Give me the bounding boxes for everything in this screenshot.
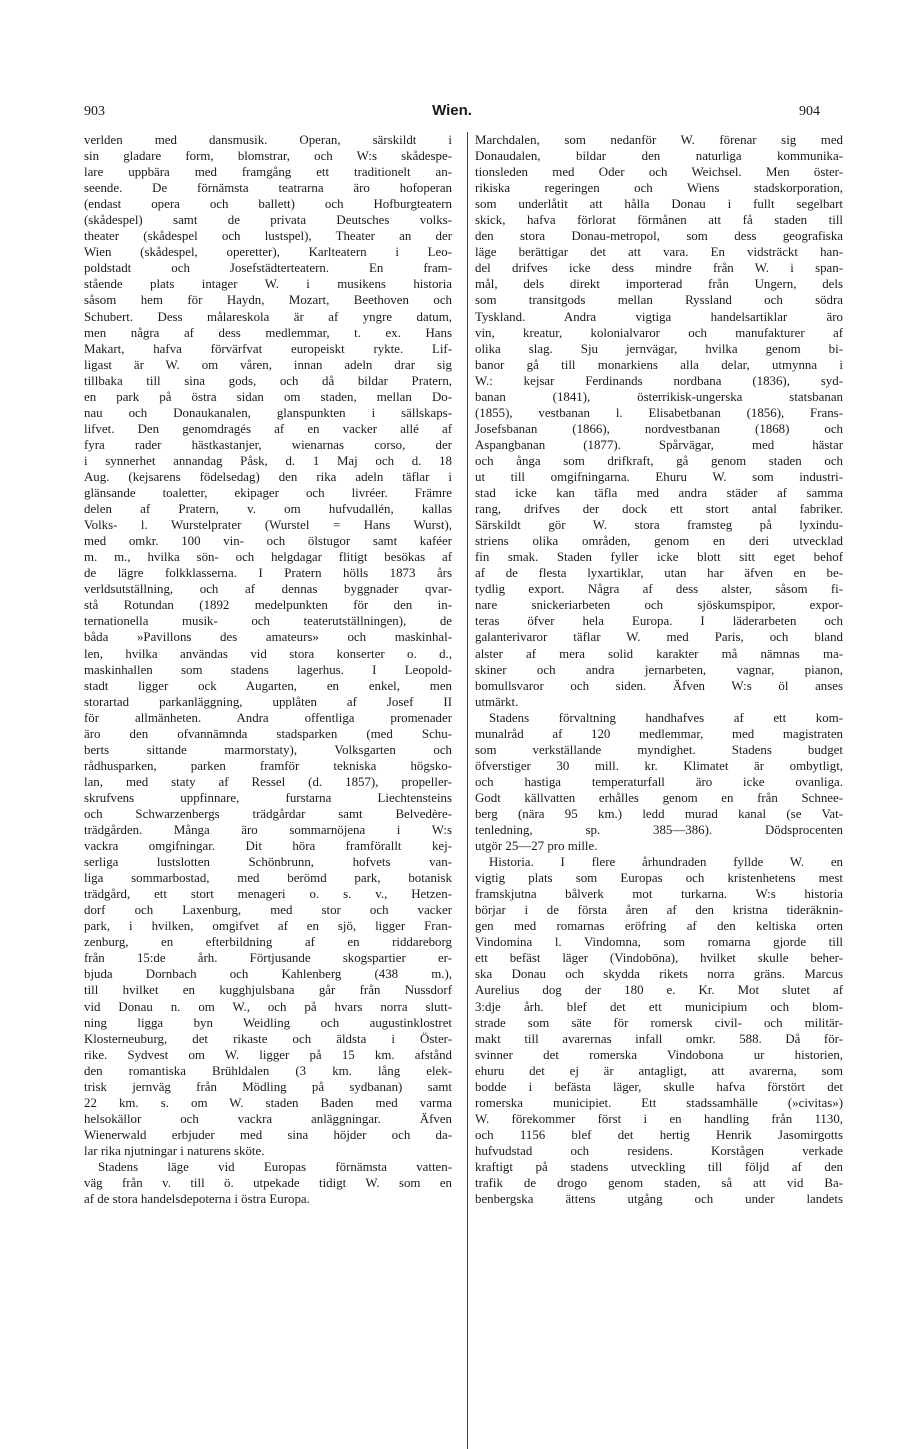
text-line: för allmänheten. Andra offentliga promenader	[84, 710, 452, 725]
text-line: lare uppbära med framgång ett traditionelt an-	[84, 165, 452, 180]
text-line: (endast opera och ballett) och Hofburgteatern	[84, 197, 452, 212]
text-line: maskinhallen som stadens lagerhus. I Leopold-	[84, 662, 452, 677]
text-line: båda »Pavillons des amateurs» och maskinhal-	[84, 630, 452, 645]
text-line: ut till omgifningarna. Ehuru W. som industri-	[475, 469, 843, 484]
text-line: olika slag. Sju jernvägar, hvilka genom bi-	[475, 341, 843, 356]
right-column	[475, 132, 843, 1207]
text-line: äro den ofvannämnda stadsparken (med Schu-	[84, 726, 452, 741]
left-page-number: 903	[84, 104, 105, 119]
text-line: med omkr. 100 vin- och ölstugor samt kaféer	[84, 534, 452, 549]
text-line: och 1156 blef det hertig Henrik Jasomirgotts	[475, 1127, 843, 1142]
text-line: som transitgods mellan Ryssland och södra	[475, 293, 843, 308]
text-line: trisk jernväg från Mödling på sydbanan) samt	[84, 1079, 452, 1094]
column-divider	[467, 132, 468, 1449]
text-line: och ånga som drifkraft, gå genom staden och	[475, 453, 843, 468]
text-line: zenburg, en efterbildning af en riddareborg	[84, 935, 452, 950]
text-line: lan, med staty af Ressel (d. 1857), propeller-	[84, 774, 452, 789]
text-line: romerska municipiet. Ett stadssamhälle (»civitas»)	[475, 1095, 843, 1110]
text-line: banan (1841), österrikisk-ungerska statsbanan	[475, 389, 843, 404]
text-line: vid Donau n. om W., och på hvars norra slutt-	[84, 999, 452, 1014]
text-line: lar rika njutningar i naturens sköte.	[84, 1143, 265, 1158]
text-line: delen af Pratern, v. om hufvudallén, kallas	[84, 502, 452, 517]
text-line: men några af dess medlemmar, t. ex. Hans	[84, 325, 452, 340]
text-line: len, hvilka användas vid stora konserter o. d.,	[84, 646, 452, 661]
text-line: af de flesta lyxartiklar, utan har äfven en be-	[475, 566, 843, 581]
text-line: tionsleden med Oder och Weichsel. Men öster-	[475, 165, 843, 180]
text-line: den romantiska Brühldalen (3 km. lång elek-	[84, 1063, 452, 1078]
text-line: såsom hem för Haydn, Mozart, Beethoven och	[84, 293, 452, 308]
text-line: theater (skådespel och lustspel), Theater an der	[84, 229, 452, 244]
page-header	[84, 104, 820, 124]
text-line: Makart, hafva förvärfvat europeiskt rykte. Lif-	[84, 341, 452, 356]
text-line: hufvudstad och residens. Korstågen verkade	[475, 1143, 843, 1158]
text-line: 3:dje årh. blef det ett municipium och blom-	[475, 999, 843, 1014]
text-line: Godt källvatten erhålles genom en från Schnee-	[475, 790, 843, 805]
text-line: trafik de drogo genom staden, så att vid Ba-	[475, 1176, 843, 1191]
text-line: stå Rotundan (1892 medelpunkten för den in-	[84, 598, 452, 613]
text-line: väg från v. till ö. utpekade tidigt W. som en	[84, 1176, 452, 1191]
text-line: stadt ligger ock Augarten, en enkel, men	[84, 678, 452, 693]
text-line: del drifves icke dess mindre från W. i span-	[475, 261, 843, 276]
text-line: verlden med dansmusik. Operan, särskildt i	[84, 133, 452, 147]
right-page-number: 904	[799, 104, 820, 119]
text-line: i synnerhet annandag Påsk, d. 1 Maj och d. 18	[84, 453, 452, 468]
text-line: ligast är W. om våren, innan adeln drar sig	[84, 357, 452, 372]
text-line: seende. De förnämsta teatrarna äro hofoperan	[84, 181, 452, 196]
text-line: ternationella musik- och teaterutställningen), de	[84, 614, 452, 629]
text-line: alster af mera solid karakter må nämnas ma-	[475, 646, 843, 661]
text-line: stad icke kan täfla med andra städer af samma	[475, 486, 843, 501]
text-line: fyra rader hästkastanjer, wienarnas corso, der	[84, 437, 452, 452]
text-line: som verkställande myndighet. Stadens budget	[475, 742, 843, 757]
text-line: Stadens förvaltning handhafves af ett kom-	[489, 710, 843, 725]
text-line: fin smak. Staden fyller icke blott sitt eget behof	[475, 550, 843, 565]
text-line: Aurelius dog der 180 e. Kr. Mot slutet af	[475, 983, 843, 998]
text-line: serliga lustslotten Schönbrunn, hofvets van-	[84, 855, 452, 870]
text-line: verldsutställning, och af dennas byggnader qvar-	[84, 582, 452, 597]
text-line: striens olika områden, genom en deri utvecklad	[475, 534, 843, 549]
text-line: galanterivaror täflar W. med Paris, och bland	[475, 630, 843, 645]
text-line: kraftigt på stadens utveckling till följd af den	[475, 1160, 843, 1174]
text-line: berts sittande marmorstaty), Volksgarten och	[84, 742, 452, 757]
text-line: (1855), vestbanan l. Elisabetbanan (1856), Frans-	[475, 405, 843, 420]
text-line: från 15:de årh. Förtjusande skogspartier er-	[84, 951, 452, 966]
text-line: ett befäst läger (Vindobōna), hvilket skulle beher-	[475, 951, 843, 966]
text-line: Särskildt gör W. stora framsteg på lyxindu-	[475, 518, 843, 533]
text-line: utgör 25—27 pro mille.	[475, 839, 598, 854]
text-line: Vindomina l. Vindomna, som romarna gjorde till	[475, 935, 843, 950]
text-line: m. m., hvilka sön- och helgdagar flitigt besökas af	[84, 550, 452, 565]
text-line: ehuru det ej är antagligt, att avarerna, som	[475, 1063, 843, 1078]
text-line: vigtig plats som Europas och kristenhetens mest	[475, 871, 843, 886]
text-line: storartad parkanläggning, upplåten af Josef II	[84, 694, 452, 709]
text-line: Volks- l. Wurstelprater (Wurstel = Hans Wurst),	[84, 518, 452, 533]
text-line: glänsande toaletter, ekipager och livréer. Främre	[84, 486, 452, 501]
text-line: benbergska ättens utgång och under landets	[475, 1192, 843, 1207]
text-line: framskjutna bålverk mot turkarna. W:s historia	[475, 887, 843, 902]
text-line: gen med romarnas eröfring af den keltiska orten	[475, 919, 843, 934]
text-line: vin, kreatur, kolonialvaror och manufakturer af	[475, 325, 843, 340]
text-line: skiner och andra jernarbeten, vagnar, pianon,	[475, 662, 843, 677]
text-line: Stadens läge vid Europas förnämsta vatten-	[98, 1160, 452, 1174]
text-line: och hastiga temperaturfall äro icke ovanliga.	[475, 774, 843, 789]
text-line: tydlig export. Några af dess alster, såsom fi-	[475, 582, 843, 597]
text-line: tillbaka till sina gods, och då bildar Pratern,	[84, 373, 452, 388]
text-line: munalråd af 120 medlemmar, med magistraten	[475, 726, 843, 741]
text-line: sin gladare form, blomstrar, och W:s skådespe-	[84, 149, 452, 164]
text-line: Schubert. Dess målareskola är af yngre datum,	[84, 309, 452, 324]
text-line: (skådespel) samt de privata Deutsches volks-	[84, 213, 452, 228]
text-line: öfverstiger 30 mill. kr. Klimatet är ombytligt,	[475, 758, 843, 773]
text-line: banor gå till monarkiens alla delar, utmynna i	[475, 357, 843, 372]
text-line: trädgården. Många äro sommarnöjena i W:s	[84, 823, 452, 838]
text-line: Wienerwald erbjuder med sina höjder och da-	[84, 1127, 452, 1142]
text-line: af de stora handelsdepoterna i östra Europa.	[84, 1192, 310, 1207]
text-line: tenledning, sp. 385—386). Dödsprocenten	[475, 823, 843, 838]
text-line: börjar i de första åren af den kristna tideräknin-	[475, 903, 843, 918]
text-line: rikiska regeringen och Wiens stadskorporation,	[475, 181, 843, 196]
text-line: stående plats intager W. i musikens historia	[84, 277, 452, 292]
text-line: de lägre folkklasserna. I Pratern hölls 1873 års	[84, 566, 452, 581]
text-line: park, i hvilken, omgifvet af en sjö, ligger Fran-	[84, 919, 452, 934]
text-line: Wien (skådespel, operetter), Karlteatern i Leo-	[84, 245, 452, 260]
text-line: berg (nära 95 km.) ledd murad kanal (se Vat-	[475, 806, 843, 821]
text-line: strade som säte för romersk civil- och militär-	[475, 1015, 843, 1030]
text-line: bjuda Dornbach och Kahlenberg (438 m.),	[84, 967, 452, 982]
text-line: poldstadt och Josefstädterteatern. En fram-	[84, 261, 452, 276]
text-line: nau och Donaukanalen, glanspunkten i sällskaps-	[84, 405, 452, 420]
text-line: och Schwarzenbergs trädgårdar samt Belvedère-	[84, 806, 452, 821]
text-line: en park på östra sidan om staden, mellan Do-	[84, 389, 452, 404]
running-title: Wien.	[432, 102, 472, 119]
text-line: W. förekommer först i en handling från 1130,	[475, 1111, 843, 1126]
text-line: Historia. I flere århundraden fyllde W. en	[489, 855, 843, 870]
text-line: trädgård, ett stort menageri o. s. v., Hetzen-	[84, 887, 452, 902]
text-line: 22 km. s. om W. staden Baden med varma	[84, 1095, 452, 1110]
text-line: liga sommarbostad, med berömd park, botanisk	[84, 871, 452, 886]
text-line: Aspangbanan (1877). Spårvägar, med hästar	[475, 437, 843, 452]
text-line: ska Donau och skydda rikets norra gräns. Marcus	[475, 967, 843, 982]
text-line: rådhusparken, parken framför tekniska högsko-	[84, 758, 452, 773]
text-line: skrufvens uppfinnare, furstarna Liechtensteins	[84, 790, 452, 805]
text-line: dorf och Laxenburg, med stor och vacker	[84, 903, 452, 918]
text-line: Josefsbanan (1866), nordvestbanan (1868) och	[475, 421, 843, 436]
text-line: helsokällor och vackra anläggningar. Äfven	[84, 1111, 452, 1126]
text-line: svinner det romerska Vindobona ur historien,	[475, 1047, 843, 1062]
text-line: bodde i befästa läger, skulle hafva förstört det	[475, 1079, 843, 1094]
text-line: rike. Sydvest om W. ligger på 15 km. afstånd	[84, 1047, 452, 1062]
text-line: som underlåtit att hålla Donau i fullt segelbart	[475, 197, 843, 212]
text-line: Donaudalen, bildar den naturliga kommunika-	[475, 149, 843, 164]
text-line: utmärkt.	[475, 694, 519, 709]
text-line: ning ligga byn Weidling och augustinklostret	[84, 1015, 452, 1030]
text-line: Aug. (kejsarens födelsedag) den rika adeln täflar i	[84, 469, 452, 484]
text-line: Klosterneuburg, det rikaste och äldsta i Öster-	[84, 1031, 452, 1046]
text-line: till hvilket en kugghjulsbana går från Nussdorf	[84, 983, 452, 998]
text-line: bomullsvaror och siden. Äfven W:s öl anses	[475, 678, 843, 693]
text-line: Marchdalen, som nedanför W. förenar sig med	[475, 133, 843, 147]
text-line: mål, dels direkt importerad från Ungern, dels	[475, 277, 843, 292]
text-line: Tyskland. Andra vigtiga handelsartiklar äro	[475, 309, 843, 324]
text-line: rang, drifves der dock ett stort antal fabriker.	[475, 502, 843, 517]
text-line: skick, hafva förlorat förmånen att få staden till	[475, 213, 843, 228]
text-line: teras öfver hela Europa. I läderarbeten och	[475, 614, 843, 629]
text-line: nare snickeriarbeten och sjöskumspipor, expor-	[475, 598, 843, 613]
text-line: läge berättigar det att vara. En vidsträckt han-	[475, 245, 843, 260]
text-line: W.: kejsar Ferdinands nordbana (1836), syd-	[475, 373, 843, 388]
left-column	[84, 132, 452, 1207]
text-line: den stora Donau-metropol, som dess geografiska	[475, 229, 843, 244]
text-line: vackra omgifningar. Dit höra framförallt kej-	[84, 839, 452, 854]
text-line: makt till avarernas infall omkr. 588. Då för-	[475, 1031, 843, 1046]
text-line: lifvet. Den genomdragés af en vacker allé af	[84, 421, 452, 436]
